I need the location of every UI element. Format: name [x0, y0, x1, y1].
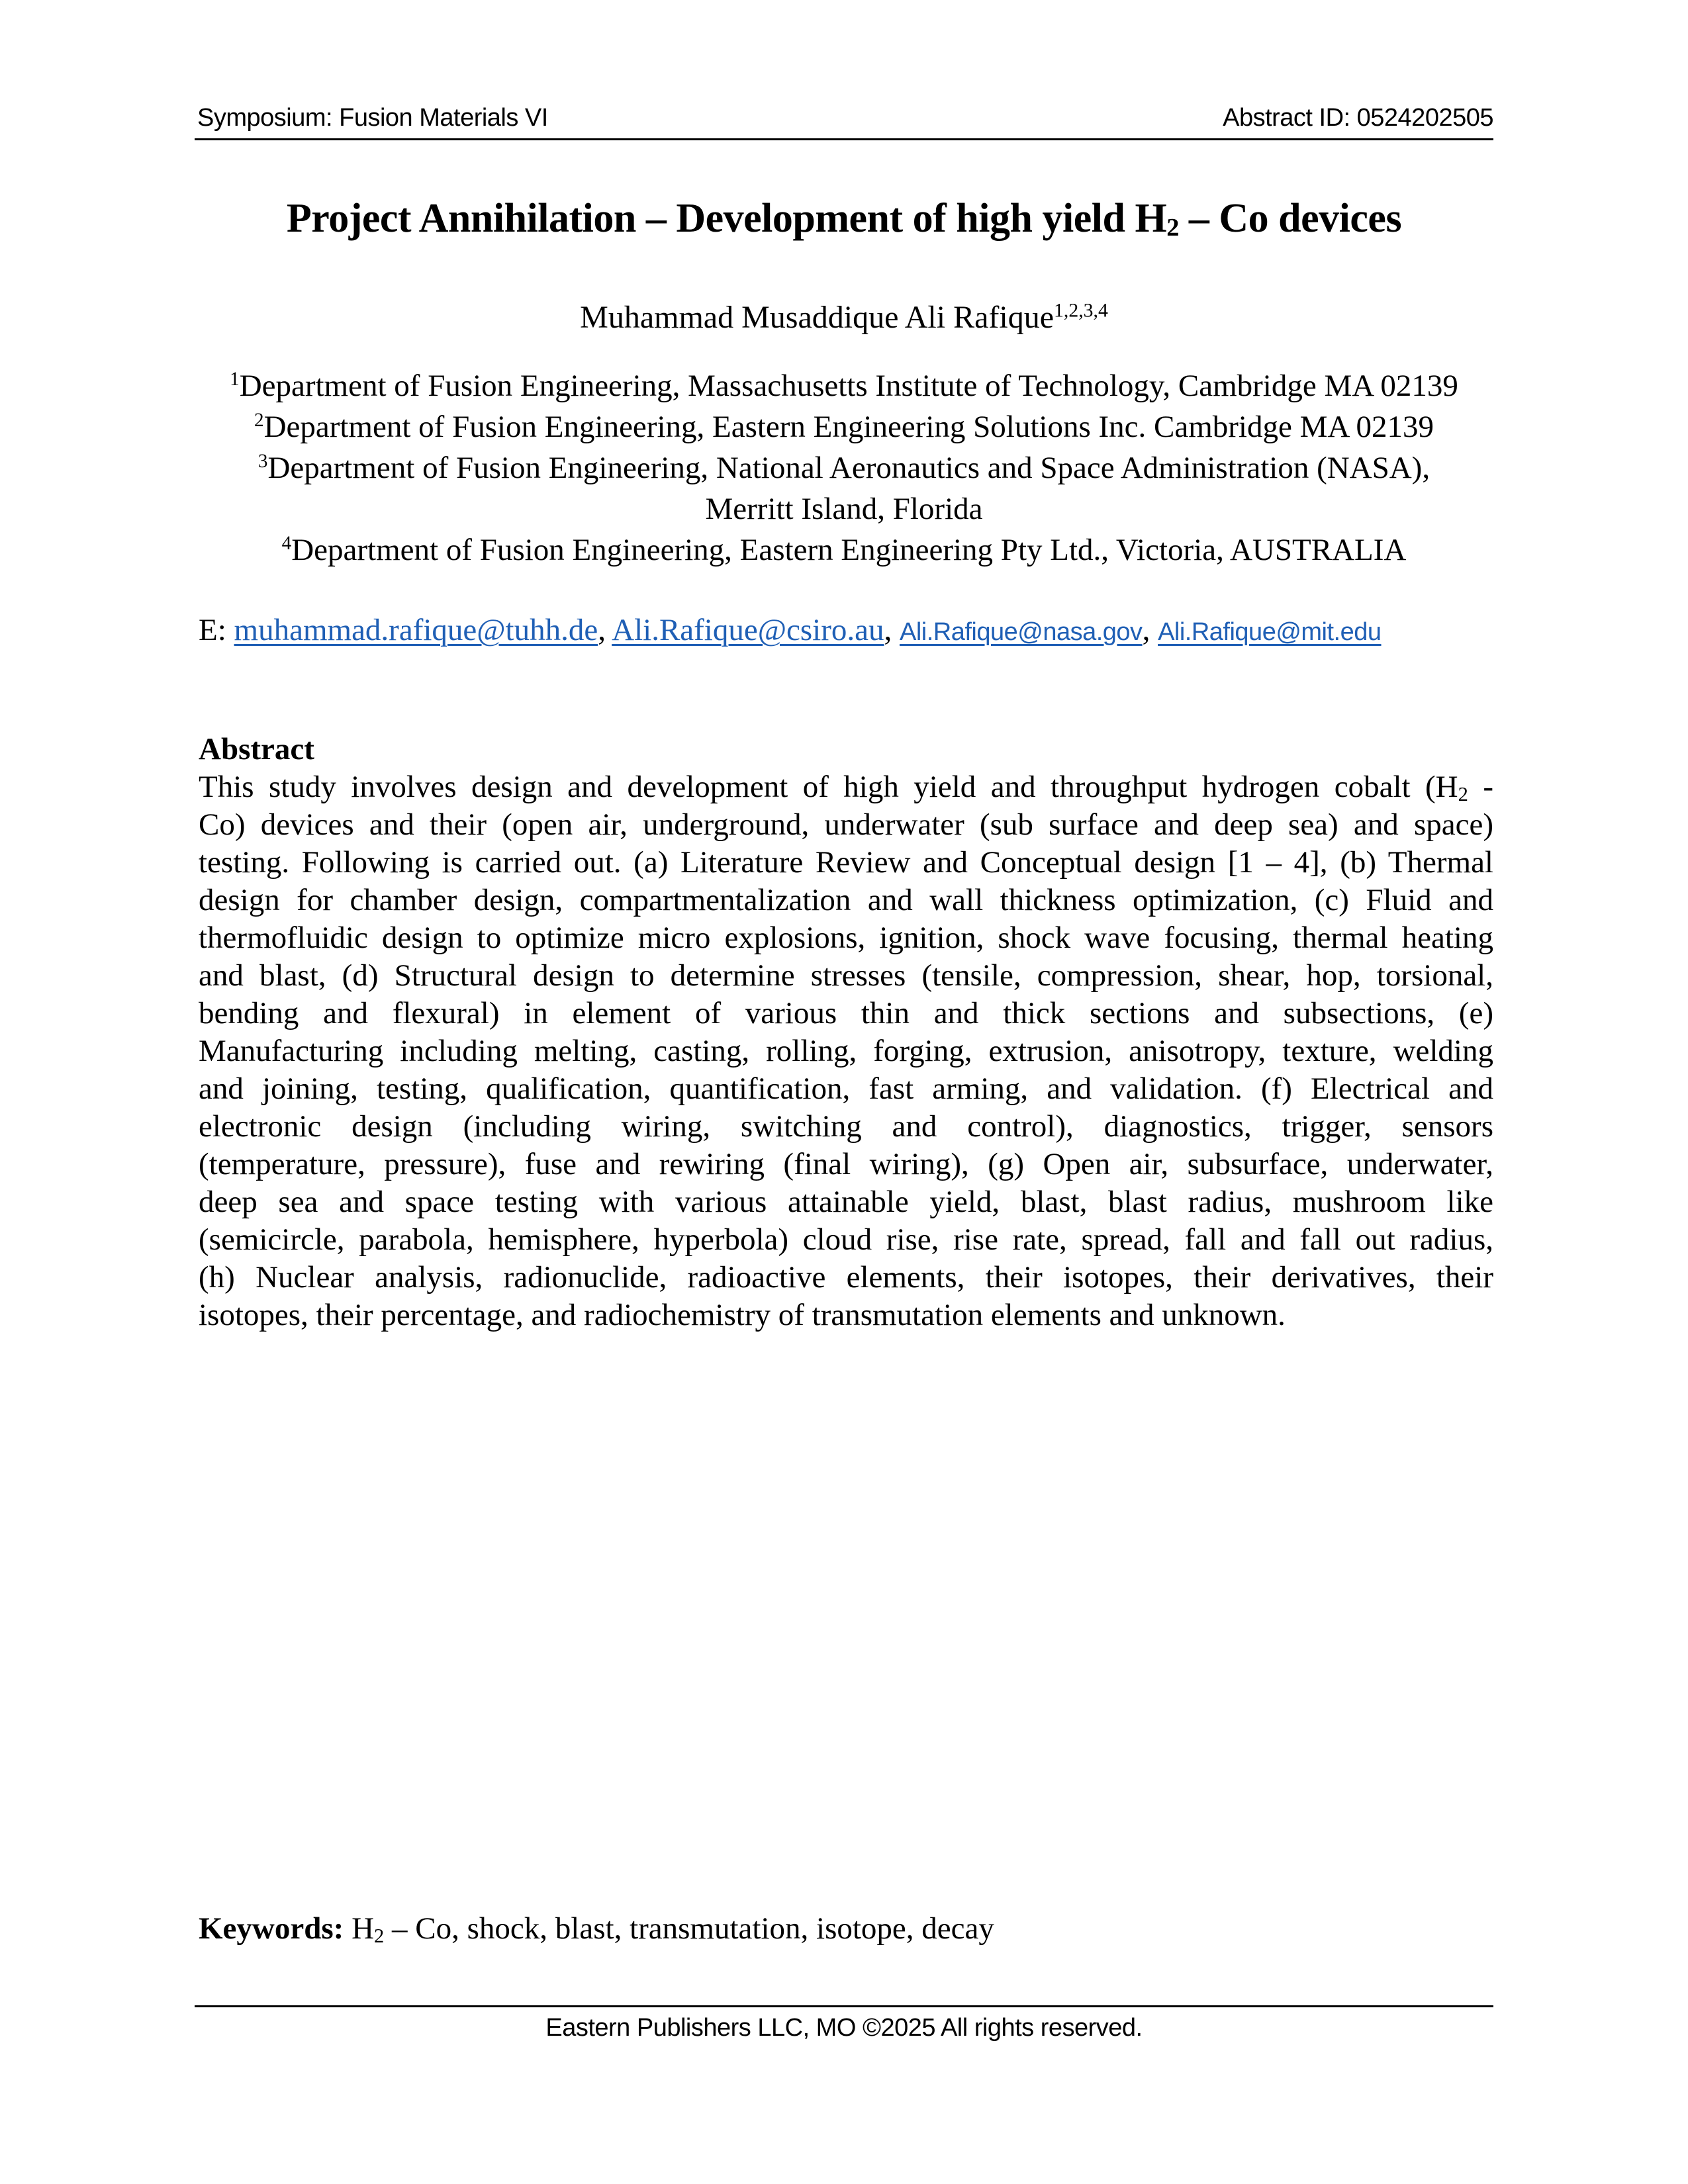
abstract-line: Manufacturing including melting, casting, rolling, forging, extrusion, anisotropy, texture, welding [199, 1034, 1493, 1068]
keyword-subscript: 2 [374, 1925, 385, 1948]
affiliation-mark: 1 [230, 368, 240, 390]
author-affiliation-marks: 1,2,3,4 [1054, 299, 1108, 322]
abstract-line: isotopes, their percentage, and radiochemistry of transmutation elements and unknown. [199, 1298, 1286, 1332]
affiliation-text: Department of Fusion Engineering, Eastern Engineering Solutions Inc. Cambridge MA 02139 [263, 410, 1434, 444]
abstract-line: electronic design (including wiring, switching and control), diagnostics, trigger, sensors [199, 1109, 1493, 1144]
email-line [199, 612, 1382, 648]
email-link-nasa[interactable]: Ali.Rafique@nasa.gov [899, 618, 1143, 646]
abstract-id: Abstract ID: 0524202505 [1223, 104, 1493, 132]
affiliation-1 [159, 365, 1529, 406]
author-line [0, 299, 1688, 336]
header-divider [195, 138, 1493, 140]
keywords-line [199, 1911, 994, 1946]
affiliation-4 [159, 529, 1529, 570]
email-separator: , [598, 613, 612, 647]
keyword-text: – Co, shock, blast, transmutation, isotope, decay [384, 1911, 994, 1946]
abstract-text: - [1468, 770, 1493, 804]
abstract-line: testing. Following is carried out. (a) Literature Review and Conceptual design [1 – 4], (b) Thermal [199, 845, 1493, 880]
footer-divider [195, 2005, 1493, 2007]
abstract-line: design for chamber design, compartmentalization and wall thickness optimization, (c) Fluid and [199, 883, 1493, 917]
affiliation-mark: 2 [254, 409, 264, 431]
abstract-line: (semicircle, parabola, hemisphere, hyperbola) cloud rise, rise rate, spread, fall and fall out radius, [199, 1222, 1493, 1257]
running-header [197, 99, 1493, 132]
title-text-end: – Co devices [1178, 196, 1402, 241]
abstract-line: and joining, testing, qualification, quantification, fast arming, and validation. (f) Electrical and [199, 1071, 1493, 1106]
affiliation-mark: 4 [281, 532, 292, 554]
abstract-line: thermofluidic design to optimize micro explosions, ignition, shock wave focusing, thermal heating [199, 921, 1493, 955]
abstract-heading: Abstract [199, 732, 314, 766]
abstract-line: Co) devices and their (open air, underground, underwater (sub surface and deep sea) and space) [199, 807, 1493, 842]
abstract-line: deep sea and space testing with various attainable yield, blast, blast radius, mushroom like [199, 1185, 1493, 1219]
email-label: E: [199, 613, 234, 647]
symposium-name: Symposium: Fusion Materials VI [197, 104, 548, 132]
title-subscript: 2 [1166, 213, 1179, 242]
affiliation-text: Department of Fusion Engineering, National Aeronautics and Space Administration (NASA), [267, 451, 1430, 485]
affiliation-text: Department of Fusion Engineering, Massachusetts Institute of Technology, Cambridge MA 02139 [239, 369, 1458, 403]
title-text-start: Project Annihilation – Development of high yield H [286, 196, 1167, 241]
email-link-mit[interactable]: Ali.Rafique@mit.edu [1158, 618, 1382, 646]
affiliation-mark: 3 [258, 450, 268, 472]
affiliations [159, 365, 1529, 570]
abstract-line: and blast, (d) Structural design to determine stresses (tensile, compression, shear, hop, torsional, [199, 958, 1493, 993]
email-link-tuhh[interactable]: muhammad.rafique@tuhh.de [234, 613, 598, 647]
email-separator: , [1142, 613, 1158, 647]
affiliation-3-continuation: Merritt Island, Florida [705, 492, 983, 526]
abstract-line: (h) Nuclear analysis, radionuclide, radioactive elements, their isotopes, their derivatives, their [199, 1260, 1493, 1295]
affiliation-2 [159, 406, 1529, 447]
abstract-body [199, 768, 1493, 1334]
paper-title [0, 195, 1688, 242]
keywords-label: Keywords: [199, 1911, 344, 1946]
keyword-text: H [344, 1911, 375, 1946]
email-separator: , [884, 613, 900, 647]
affiliation-3 [159, 447, 1529, 488]
author-name: Muhammad Musaddique Ali Rafique [580, 300, 1055, 335]
abstract-line: bending and flexural) in element of various thin and thick sections and subsections, (e) [199, 996, 1493, 1030]
footer-copyright: Eastern Publishers LLC, MO ©2025 All rights reserved. [545, 2014, 1143, 2042]
email-link-csiro[interactable]: Ali.Rafique@csiro.au [612, 613, 884, 647]
abstract-line [199, 768, 1493, 806]
abstract-subscript: 2 [1458, 783, 1468, 806]
affiliation-text: Department of Fusion Engineering, Eastern Engineering Pty Ltd., Victoria, AUSTRALIA [291, 533, 1407, 567]
abstract-line: (temperature, pressure), fuse and rewiring (final wiring), (g) Open air, subsurface, underwater, [199, 1147, 1493, 1181]
abstract-text: This study involves design and development of high yield and throughput hydrogen cobalt (H [199, 770, 1458, 804]
